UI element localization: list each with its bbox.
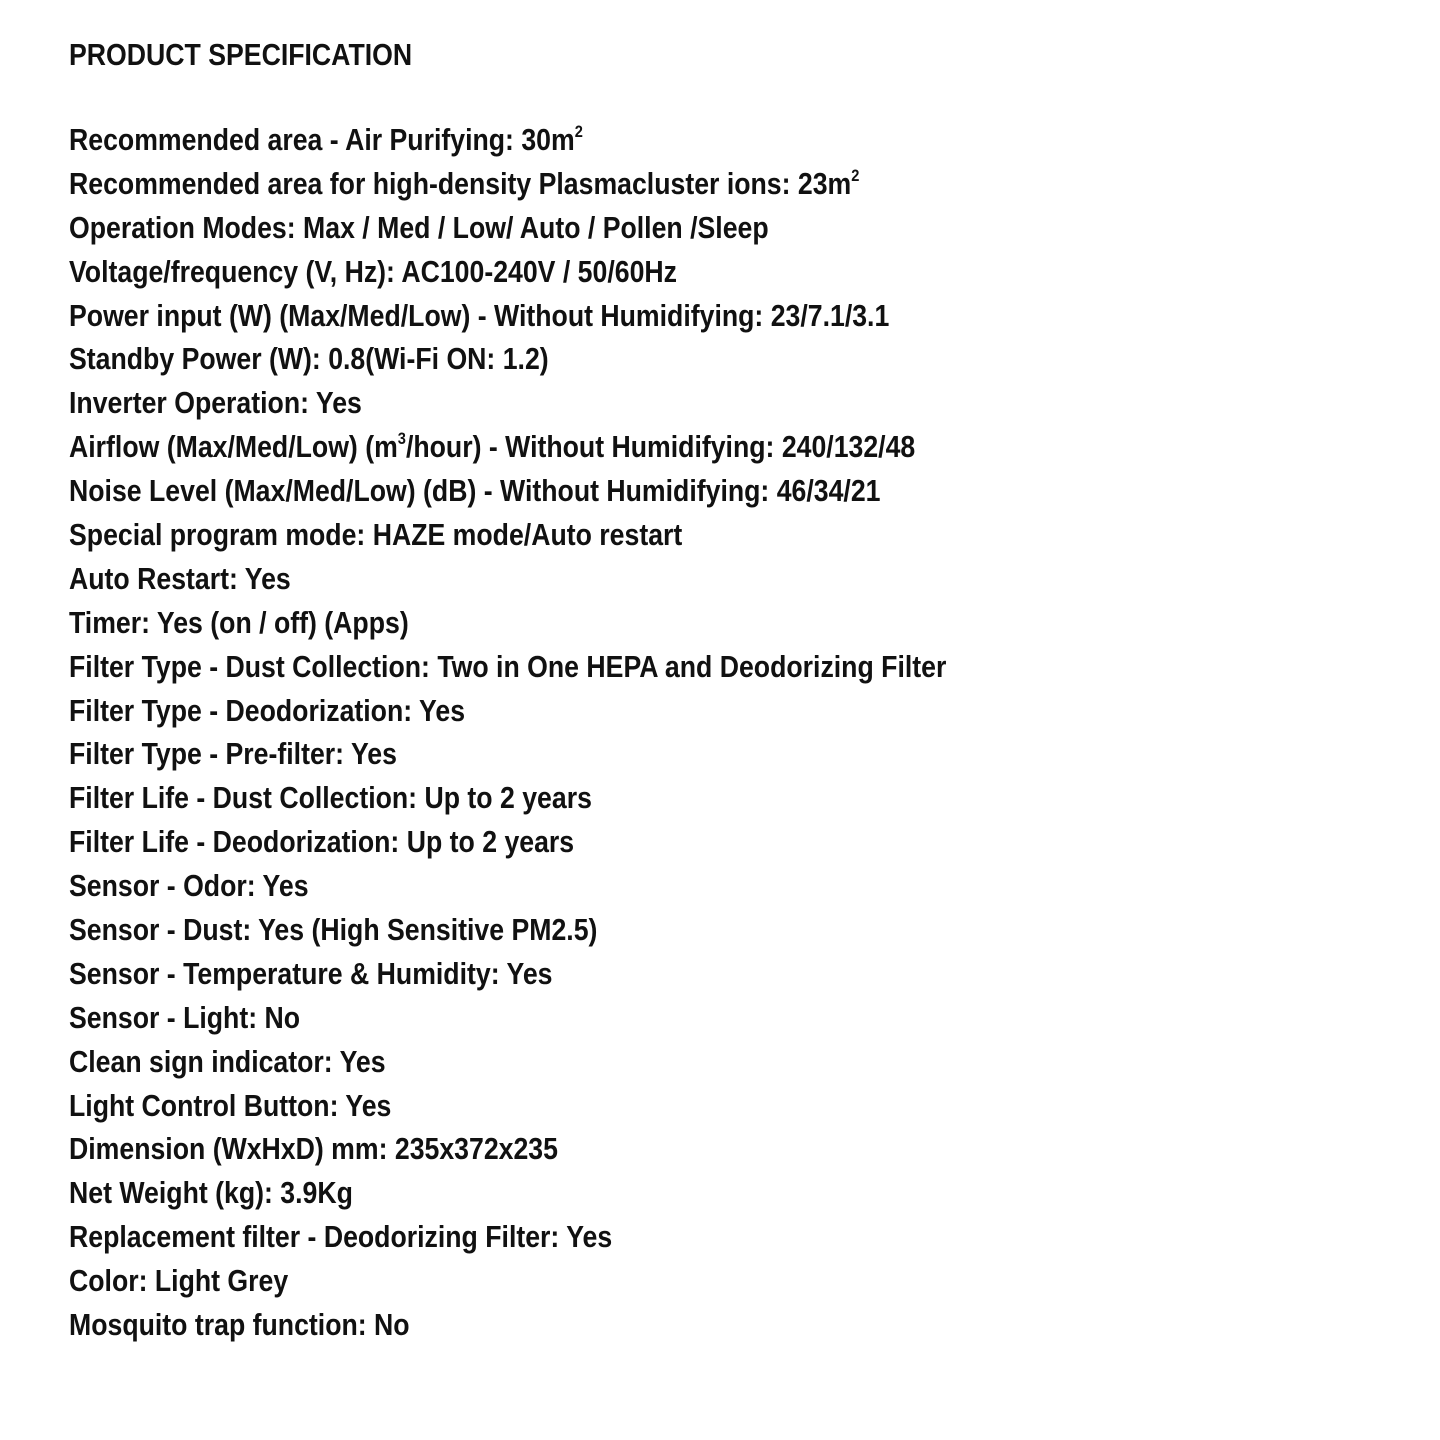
- spec-superscript: 2: [574, 121, 583, 141]
- spec-row: [69, 1171, 1221, 1215]
- spec-text: Mosquito trap function: No: [69, 1307, 410, 1343]
- spec-text: Power input (W) (Max/Med/Low) - Without Humidifying: 23/7.1/3.1: [69, 297, 890, 333]
- spec-text: Light Control Button: Yes: [69, 1087, 392, 1123]
- spec-row: [69, 689, 1221, 733]
- spec-row: [69, 1127, 1221, 1171]
- spec-row: [69, 425, 1221, 469]
- spec-text: Replacement filter - Deodorizing Filter: Yes: [69, 1219, 613, 1255]
- spec-text: Filter Life - Deodorization: Up to 2 years: [69, 824, 575, 860]
- spec-row: [69, 864, 1221, 908]
- spec-text: Dimension (WxHxD) mm: 235x372x235: [69, 1131, 558, 1167]
- spec-text: Sensor - Dust: Yes (High Sensitive PM2.5): [69, 912, 598, 948]
- spec-text: Special program mode: HAZE mode/Auto restart: [69, 517, 683, 553]
- spec-text: Operation Modes: Max / Med / Low/ Auto / Pollen /Sleep: [69, 209, 769, 245]
- spec-text: Noise Level (Max/Med/Low) (dB) - Without Humidifying: 46/34/21: [69, 473, 881, 509]
- spec-document: [69, 30, 1409, 1347]
- spec-text: Voltage/frequency (V, Hz): AC100-240V / 50/60Hz: [69, 253, 677, 289]
- spec-text-continued: /hour) - Without Humidifying: 240/132/48: [405, 429, 916, 465]
- spec-list: [69, 118, 1409, 1347]
- spec-row: [69, 601, 1221, 645]
- spec-text: Net Weight (kg): 3.9Kg: [69, 1175, 353, 1211]
- spec-row: [69, 1215, 1221, 1259]
- spec-row: [69, 820, 1221, 864]
- spec-row: [69, 952, 1221, 996]
- spec-text: Filter Type - Pre-filter: Yes: [69, 736, 397, 772]
- spec-row: [69, 732, 1221, 776]
- spec-row: [69, 469, 1221, 513]
- spec-row: [69, 381, 1221, 425]
- spec-text: Recommended area for high-density Plasmacluster ions: 23m: [69, 165, 852, 201]
- spec-text: Airflow (Max/Med/Low) (m: [69, 429, 398, 465]
- spec-row: [69, 908, 1221, 952]
- spec-row: [69, 162, 1221, 206]
- spec-row: [69, 294, 1221, 338]
- spec-row: [69, 118, 1221, 162]
- page-title: PRODUCT SPECIFICATION: [69, 37, 413, 72]
- spec-row: [69, 250, 1221, 294]
- spec-text: Filter Life - Dust Collection: Up to 2 years: [69, 780, 592, 816]
- spec-text: Recommended area - Air Purifying: 30m: [69, 122, 575, 157]
- spec-text: Sensor - Temperature & Humidity: Yes: [69, 955, 553, 991]
- spec-text: Standby Power (W): 0.8(Wi-Fi ON: 1.2): [69, 341, 549, 377]
- spec-row: [69, 337, 1221, 381]
- spec-text: Clean sign indicator: Yes: [69, 1043, 386, 1079]
- spec-text: Filter Type - Deodorization: Yes: [69, 692, 466, 728]
- spec-row: [69, 1303, 1221, 1347]
- spec-text: Filter Type - Dust Collection: Two in One HEPA and Deodorizing Filter: [69, 648, 947, 684]
- spec-row: [69, 1084, 1221, 1128]
- spec-row: [69, 645, 1221, 689]
- spec-row: [69, 1259, 1221, 1303]
- spec-text: Sensor - Odor: Yes: [69, 868, 309, 904]
- spec-row: [69, 776, 1221, 820]
- spec-text: Sensor - Light: No: [69, 999, 301, 1035]
- spec-text: Auto Restart: Yes: [69, 560, 291, 596]
- spec-text: Inverter Operation: Yes: [69, 385, 362, 421]
- spec-row: [69, 513, 1221, 557]
- spec-row: [69, 206, 1221, 250]
- spec-text: Timer: Yes (on / off) (Apps): [69, 604, 409, 640]
- spec-row: [69, 557, 1221, 601]
- spec-text: Color: Light Grey: [69, 1263, 289, 1299]
- spec-row: [69, 1040, 1221, 1084]
- spec-superscript: 3: [397, 428, 406, 448]
- spec-superscript: 2: [851, 165, 860, 185]
- spec-row: [69, 996, 1221, 1040]
